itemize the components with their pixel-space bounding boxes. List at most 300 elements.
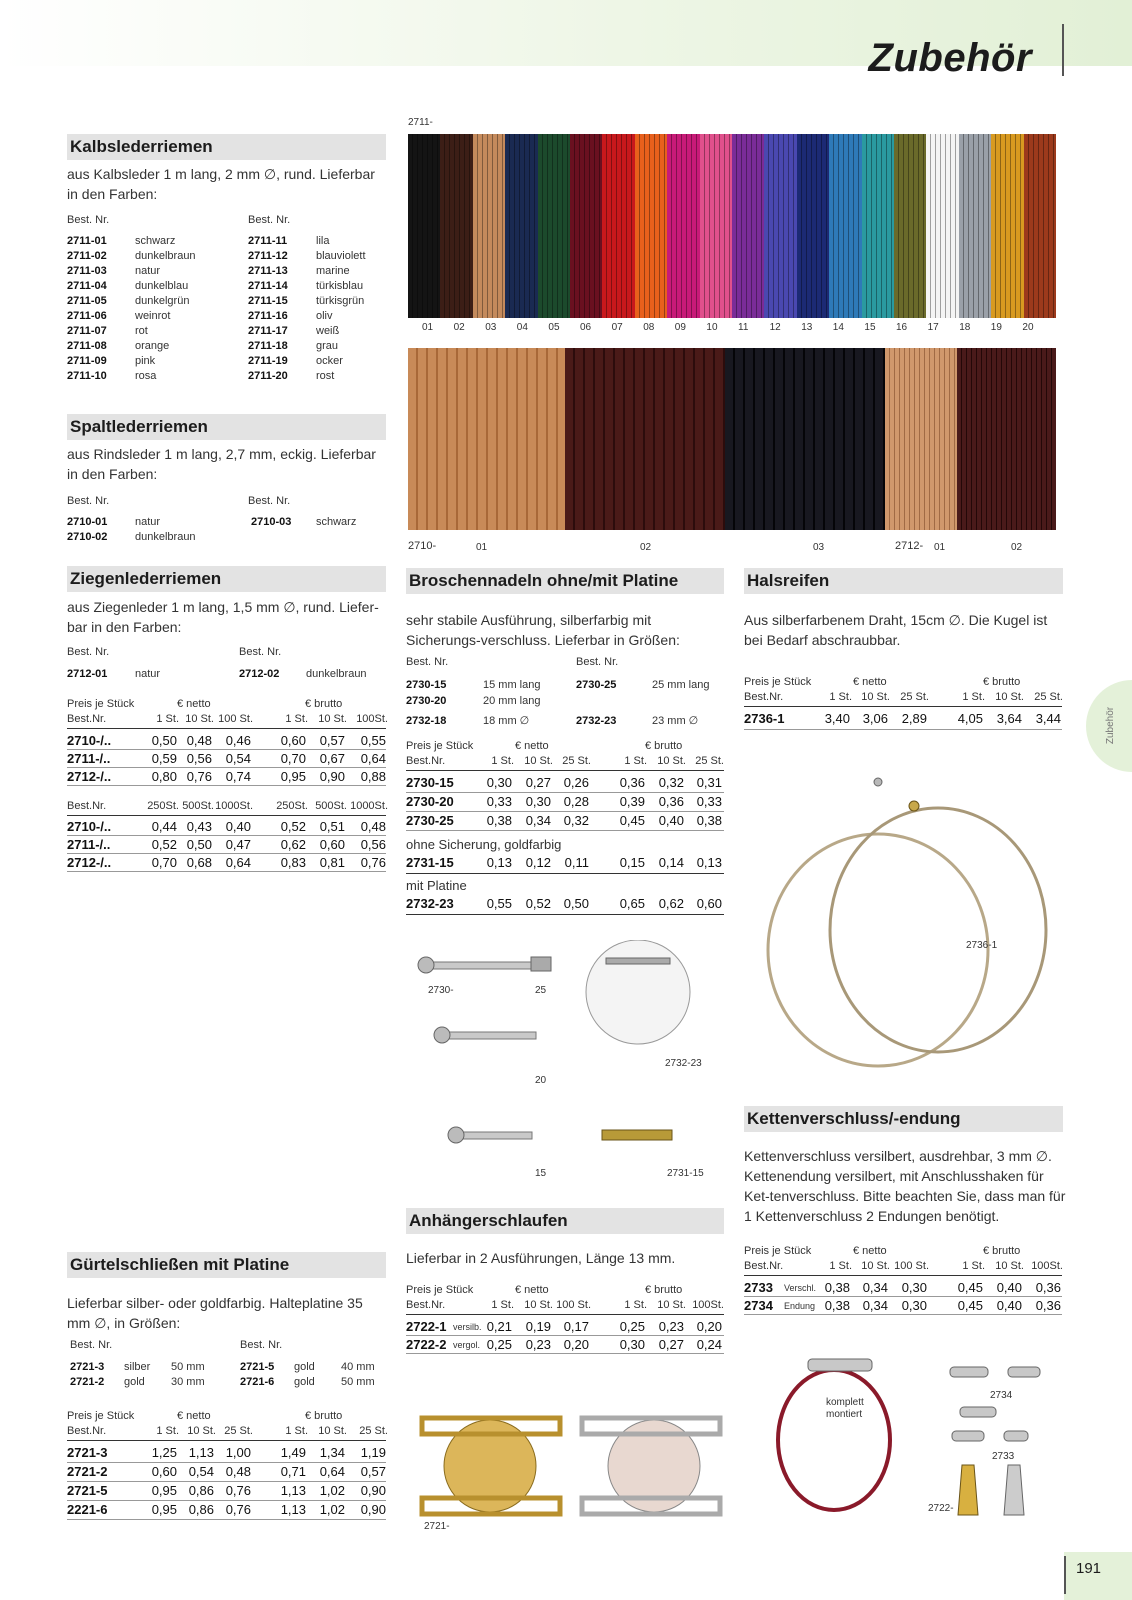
price-cell: 0,50	[563, 896, 589, 911]
row-code: 2711-/..	[67, 837, 111, 852]
price-cell: 1,34	[319, 1445, 345, 1460]
item-name: natur	[135, 668, 161, 680]
price-cell: 1,00	[225, 1445, 251, 1460]
item-name: rosa	[135, 370, 157, 382]
price-cell: 0,38	[824, 1280, 850, 1295]
column-header: 25 St.	[562, 755, 591, 767]
price-cell: 0,80	[151, 769, 177, 784]
item-name: lila	[316, 235, 330, 247]
gold-loop-image	[958, 1465, 978, 1515]
item-name: dunkelblau	[135, 280, 189, 292]
row-rule	[67, 871, 386, 872]
photo-number: 14	[832, 322, 844, 333]
row-note: Verschl.	[784, 1283, 817, 1293]
image-label: 2736-1	[966, 940, 998, 951]
item-name: gold	[124, 1376, 145, 1388]
column-header: 1 St.	[962, 691, 985, 703]
photo-number: 02	[1011, 542, 1023, 553]
photo-number: 12	[769, 322, 781, 333]
netto-label: € netto	[853, 1245, 887, 1257]
column-header: Best. Nr.	[70, 1339, 113, 1351]
subheading: mit Platine	[406, 878, 467, 893]
price-label: Preis je Stück	[406, 740, 474, 752]
price-cell: 0,65	[619, 896, 645, 911]
column-header: 10 St.	[657, 1299, 686, 1311]
price-cell: 0,71	[280, 1464, 306, 1479]
photo-number: 13	[801, 322, 813, 333]
price-cell: 3,40	[824, 711, 850, 726]
price-cell: 0,39	[619, 794, 645, 809]
price-cell: 0,60	[151, 1464, 177, 1479]
row-code: 2712-/..	[67, 855, 112, 870]
column-header: Best. Nr.	[239, 646, 282, 658]
color-strip	[797, 134, 830, 318]
color-strip	[473, 134, 506, 318]
column-header: 10 St.	[318, 713, 347, 725]
column-header: 250St.	[276, 800, 308, 812]
column-header: 10 St.	[318, 1425, 347, 1437]
photo-number: 01	[934, 542, 946, 553]
price-cell: 0,54	[188, 1464, 214, 1479]
photo-number: 02	[640, 542, 652, 553]
item-name: weiß	[316, 325, 340, 337]
photo-number: 17	[927, 322, 939, 333]
item-name: rost	[316, 370, 335, 382]
silver-buckle-image	[582, 1418, 720, 1514]
photo-number: 08	[643, 322, 655, 333]
price-cell: 0,95	[151, 1502, 177, 1517]
price-cell: 0,23	[658, 1319, 684, 1334]
row-code: 2721-3	[67, 1445, 108, 1460]
price-cell: 0,25	[486, 1337, 512, 1352]
item-name: orange	[135, 340, 170, 352]
column-header: 1 St.	[156, 1425, 179, 1437]
row-code: 2730-20	[406, 794, 454, 809]
price-cell: 0,30	[486, 775, 512, 790]
item-code: 2711-12	[248, 250, 288, 262]
column-header: 10 St.	[995, 1260, 1024, 1272]
row-rule	[67, 1519, 386, 1520]
neck-rings-image	[758, 760, 1058, 1080]
row-rule	[67, 835, 386, 836]
image-label: 20	[535, 1075, 547, 1086]
row-code: 2721-5	[67, 1483, 108, 1498]
item-code: 2721-5	[240, 1361, 275, 1373]
item-code: 2711-18	[248, 340, 288, 352]
price-cell: 0,51	[319, 819, 345, 834]
column-header: Best. Nr.	[67, 646, 110, 658]
column-header: 25 St.	[224, 1425, 253, 1437]
price-cell: 0,60	[319, 837, 345, 852]
bestnr-label: Best.Nr.	[67, 1425, 107, 1437]
price-cell: 0,56	[186, 751, 212, 766]
row-rule	[406, 811, 724, 812]
column-header: 25 St.	[695, 755, 724, 767]
column-header: 500St.	[182, 800, 214, 812]
item-code: 2711-09	[67, 355, 107, 367]
price-cell: 0,40	[996, 1298, 1022, 1313]
price-cell: 3,06	[862, 711, 888, 726]
item-code: 2711-17	[248, 325, 288, 337]
price-cell: 0,48	[225, 1464, 251, 1479]
item-name: natur	[135, 265, 161, 277]
section-description: aus Rindsleder 1 m lang, 2,7 mm, eckig. Lieferbar in den Farben:	[67, 446, 376, 482]
table-rule	[67, 815, 386, 816]
photo-number: 03	[485, 322, 497, 333]
price-cell: 0,60	[696, 896, 722, 911]
column-header: 100 St.	[556, 1299, 591, 1311]
item-code: 2711-13	[248, 265, 288, 277]
item-code: 2711-02	[67, 250, 107, 262]
pin-20-image	[434, 1027, 536, 1043]
price-cell: 0,28	[563, 794, 589, 809]
price-cell: 0,36	[619, 775, 645, 790]
cord-image	[778, 1370, 890, 1510]
price-cell: 0,24	[696, 1337, 722, 1352]
clasp-image	[960, 1407, 996, 1417]
row-code: 2722-1	[406, 1319, 447, 1334]
column-header: Best. Nr.	[67, 495, 110, 507]
row-rule	[67, 749, 386, 750]
row-code: 2733	[744, 1280, 773, 1295]
item-code: 2711-08	[67, 340, 107, 352]
row-code: 2721-2	[67, 1464, 108, 1479]
price-cell: 0,38	[696, 813, 722, 828]
item-code: 2711-01	[67, 235, 107, 247]
clasp-on-cord-image	[808, 1359, 872, 1371]
price-cell: 0,31	[696, 775, 722, 790]
price-cell: 0,33	[696, 794, 722, 809]
photo-number: 09	[674, 322, 686, 333]
item-name: türkisblau	[316, 280, 364, 292]
item-size: 50 mm	[341, 1376, 375, 1388]
price-cell: 0,95	[151, 1483, 177, 1498]
price-cell: 0,13	[696, 855, 722, 870]
price-cell: 0,62	[280, 837, 306, 852]
price-cell: 1,02	[319, 1483, 345, 1498]
column-header: 10 St.	[524, 755, 553, 767]
item-code: 2721-2	[70, 1376, 105, 1388]
price-cell: 4,05	[957, 711, 983, 726]
column-header: 1 St.	[285, 1425, 308, 1437]
column-header: Best. Nr.	[576, 656, 619, 668]
price-cell: 0,40	[658, 813, 684, 828]
row-rule	[406, 1335, 724, 1336]
image-label: 15	[535, 1168, 547, 1179]
price-cell: 0,40	[225, 819, 251, 834]
photo-number: 03	[813, 542, 825, 553]
bestnr-label: Best.Nr.	[744, 1260, 784, 1272]
row-code: 2710-/..	[67, 819, 112, 834]
price-cell: 0,45	[957, 1298, 983, 1313]
page-number-divider	[1064, 1556, 1066, 1594]
price-cell: 0,38	[824, 1298, 850, 1313]
price-label: Preis je Stück	[67, 698, 135, 710]
price-cell: 0,48	[360, 819, 386, 834]
color-strip	[440, 134, 473, 318]
bestnr-label: Best.Nr.	[406, 755, 446, 767]
price-cell: 0,95	[280, 769, 306, 784]
price-cell: 0,30	[619, 1337, 645, 1352]
price-label: Preis je Stück	[406, 1284, 474, 1296]
item-code: 2711-19	[248, 355, 288, 367]
photo-number: 01	[422, 322, 434, 333]
image-label: 2721-	[424, 1521, 450, 1532]
price-cell: 1,13	[188, 1445, 214, 1460]
item-code: 2711-05	[67, 295, 107, 307]
item-size: 18 mm ∅	[483, 715, 530, 727]
section-title-anhaengerschlaufen: Anhängerschlaufen	[406, 1208, 724, 1234]
color-strip	[570, 134, 603, 318]
price-cell: 3,44	[1035, 711, 1061, 726]
photo-label: 2711-	[408, 117, 433, 128]
photo-number: 01	[476, 542, 488, 553]
image-label: komplett montiert	[826, 1397, 864, 1420]
price-cell: 0,26	[563, 775, 589, 790]
price-cell: 0,64	[360, 751, 386, 766]
item-code: 2721-3	[70, 1361, 105, 1373]
column-header: 25 St.	[900, 691, 929, 703]
item-size: 15 mm lang	[483, 679, 541, 691]
brutto-label: € brutto	[645, 1284, 683, 1296]
item-name: dunkelbraun	[306, 668, 367, 680]
color-strip	[1024, 134, 1056, 318]
price-cell: 0,90	[319, 769, 345, 784]
price-label: Preis je Stück	[67, 1410, 135, 1422]
end-image	[950, 1367, 988, 1377]
item-code: 2711-11	[248, 235, 288, 247]
image-label: 25	[535, 985, 547, 996]
price-cell: 0,74	[225, 769, 251, 784]
row-code: 2712-/..	[67, 769, 112, 784]
price-cell: 0,43	[186, 819, 212, 834]
row-rule	[406, 830, 724, 831]
price-cell: 0,17	[563, 1319, 589, 1334]
item-code: 2721-6	[240, 1376, 275, 1388]
price-cell: 0,57	[360, 1464, 386, 1479]
leather-straps-photo	[408, 134, 1056, 318]
item-code: 2710-02	[67, 531, 108, 543]
netto-label: € netto	[515, 1284, 549, 1296]
section-title-ziegenlederriemen: Ziegenlederriemen	[67, 566, 386, 592]
brutto-label: € brutto	[645, 740, 683, 752]
item-code: 2732-18	[406, 715, 447, 727]
item-code: 2711-04	[67, 280, 107, 292]
item-size: 20 mm lang	[483, 695, 541, 707]
price-cell: 0,46	[225, 733, 251, 748]
item-name: natur	[135, 516, 161, 528]
column-header: 25 St.	[359, 1425, 388, 1437]
silver-loop-image	[1004, 1465, 1024, 1515]
row-rule	[744, 729, 1062, 730]
item-code: 2711-16	[248, 310, 288, 322]
column-header: Best. Nr.	[67, 214, 110, 226]
column-header: Best. Nr.	[248, 214, 291, 226]
price-cell: 0,11	[564, 855, 589, 870]
image-label: 2722-	[928, 1503, 954, 1514]
price-cell: 1,19	[360, 1445, 386, 1460]
price-cell: 0,76	[360, 855, 386, 870]
item-name: gold	[294, 1361, 315, 1373]
row-rule	[744, 1296, 1062, 1297]
price-cell: 0,52	[151, 837, 177, 852]
photo-number: 02	[453, 322, 465, 333]
item-code: 2712-01	[67, 668, 108, 680]
column-header: 100St.	[1031, 1260, 1063, 1272]
price-cell: 0,36	[1035, 1280, 1061, 1295]
color-strip	[862, 134, 895, 318]
row-rule	[67, 1500, 386, 1501]
column-header: 100 St.	[894, 1260, 929, 1272]
column-header: 250St.	[147, 800, 179, 812]
item-name: grau	[316, 340, 339, 352]
table-rule	[744, 1275, 1062, 1276]
page-title: Zubehör	[868, 36, 1032, 80]
photo-label: 2710-	[408, 540, 437, 552]
section-description: Lieferbar in 2 Ausführungen, Länge 13 mm.	[406, 1250, 676, 1266]
item-name: oliv	[316, 310, 333, 322]
price-cell: 0,25	[619, 1319, 645, 1334]
price-cell: 0,76	[186, 769, 212, 784]
page-number: 191	[1076, 1560, 1102, 1577]
price-cell: 0,27	[525, 775, 551, 790]
pin-platine-image	[586, 940, 690, 1044]
table-rule	[406, 770, 724, 771]
row-rule	[67, 767, 386, 768]
price-cell: 0,76	[225, 1483, 251, 1498]
column-header: 1000St.	[350, 800, 388, 812]
price-cell: 0,21	[486, 1319, 512, 1334]
price-cell: 1,49	[280, 1445, 306, 1460]
end-image	[1008, 1367, 1040, 1377]
section-title-kettenverschluss: Kettenverschluss/-endung	[744, 1106, 1063, 1132]
item-code: 2711-14	[248, 280, 288, 292]
netto-label: € netto	[177, 698, 211, 710]
image-label: 2732-23	[665, 1058, 702, 1069]
item-code: 2711-07	[67, 325, 107, 337]
row-code: 2731-15	[406, 855, 454, 870]
item-size: 40 mm	[341, 1361, 375, 1373]
item-size: 30 mm	[171, 1376, 205, 1388]
color-strip	[602, 134, 635, 318]
color-strip	[926, 134, 959, 318]
pin-gold-image	[602, 1130, 672, 1140]
side-tab-label: Zubehör	[1105, 706, 1117, 745]
netto-label: € netto	[515, 740, 549, 752]
price-cell: 0,67	[319, 751, 345, 766]
photo-number: 06	[580, 322, 592, 333]
item-name: blauviolett	[316, 250, 366, 262]
price-cell: 0,19	[525, 1319, 551, 1334]
image-label: 2730-	[428, 985, 454, 996]
section-description: aus Kalbsleder 1 m lang, 2 mm ∅, rund. Lieferbar in den Farben:	[67, 166, 375, 202]
price-cell: 0,44	[151, 819, 177, 834]
price-cell: 0,34	[525, 813, 551, 828]
price-cell: 0,30	[901, 1298, 927, 1313]
color-strip	[408, 134, 441, 318]
column-header: 10 St.	[524, 1299, 553, 1311]
column-header: 1 St.	[285, 713, 308, 725]
color-strip	[764, 134, 797, 318]
table-rule	[67, 1440, 386, 1441]
row-code: 2730-25	[406, 813, 454, 828]
row-rule	[406, 914, 724, 915]
price-cell: 0,62	[658, 896, 684, 911]
netto-label: € netto	[177, 1410, 211, 1422]
color-strip	[991, 134, 1024, 318]
price-cell: 0,81	[319, 855, 345, 870]
item-code: 2711-15	[248, 295, 288, 307]
row-code: 2710-/..	[67, 733, 112, 748]
item-name: dunkelbraun	[135, 531, 196, 543]
price-cell: 0,55	[486, 896, 512, 911]
price-cell: 0,23	[525, 1337, 551, 1352]
section-description: sehr stabile Ausführung, silberfarbig mit Sicherungs-verschluss. Lieferbar in Größen:	[406, 612, 680, 648]
column-header: 1 St.	[156, 713, 179, 725]
row-note: Endung	[784, 1301, 816, 1311]
row-code: 2734	[744, 1298, 773, 1313]
photo-number: 20	[1022, 322, 1034, 333]
price-cell: 0,86	[188, 1483, 214, 1498]
column-header: 1 St.	[962, 1260, 985, 1272]
column-header: 10 St.	[185, 713, 214, 725]
color-strip	[959, 134, 992, 318]
column-header: 10 St.	[995, 691, 1024, 703]
clasp-image	[1004, 1431, 1028, 1441]
column-header: 1 St.	[829, 691, 852, 703]
price-cell: 0,45	[957, 1280, 983, 1295]
photo-number: 07	[611, 322, 623, 333]
item-name: dunkelbraun	[135, 250, 196, 262]
item-name: türkisgrün	[316, 295, 365, 307]
item-name: gold	[294, 1376, 315, 1388]
price-cell: 0,90	[360, 1502, 386, 1517]
column-header: 10 St.	[657, 755, 686, 767]
table-rule	[744, 706, 1062, 707]
row-rule	[67, 853, 386, 854]
price-cell: 0,34	[862, 1298, 888, 1313]
photo-number: 19	[990, 322, 1002, 333]
item-code: 2730-15	[406, 679, 447, 691]
row-rule	[67, 785, 386, 786]
column-header: 10 St.	[861, 1260, 890, 1272]
price-cell: 0,70	[151, 855, 177, 870]
price-cell: 0,36	[658, 794, 684, 809]
item-size: 25 mm lang	[652, 679, 710, 691]
row-rule	[67, 1481, 386, 1482]
price-cell: 3,64	[996, 711, 1022, 726]
row-rule	[406, 1353, 724, 1354]
price-cell: 0,34	[862, 1280, 888, 1295]
image-label: 2733	[992, 1451, 1015, 1462]
row-rule	[67, 1462, 386, 1463]
price-cell: 0,68	[186, 855, 212, 870]
section-description: Aus silberfarbenem Draht, 15cm ∅. Die Kugel ist bei Bedarf abschraubbar.	[744, 612, 1048, 648]
belt-buckles-image	[418, 1410, 728, 1520]
price-cell: 0,76	[225, 1502, 251, 1517]
price-cell: 0,20	[696, 1319, 722, 1334]
section-description: Kettenverschluss versilbert, ausdrehbar, 3 mm ∅. Kettenendung versilbert, mit Anschlusshaken für Ket-tenverschluss. Bitte beachten Sie, dass man für 1 Kettenverschluss 2 Endungen benötigt.	[744, 1148, 1066, 1224]
item-code: 2730-20	[406, 695, 447, 707]
row-code: 2730-15	[406, 775, 454, 790]
brutto-label: € brutto	[983, 676, 1021, 688]
price-cell: 0,45	[619, 813, 645, 828]
bestnr-label: Best.Nr.	[67, 800, 107, 812]
chain-clasps-image	[764, 1345, 1064, 1520]
brutto-label: € brutto	[983, 1245, 1021, 1257]
bestnr-label: Best.Nr.	[406, 1299, 446, 1311]
column-header: 1 St.	[624, 1299, 647, 1311]
